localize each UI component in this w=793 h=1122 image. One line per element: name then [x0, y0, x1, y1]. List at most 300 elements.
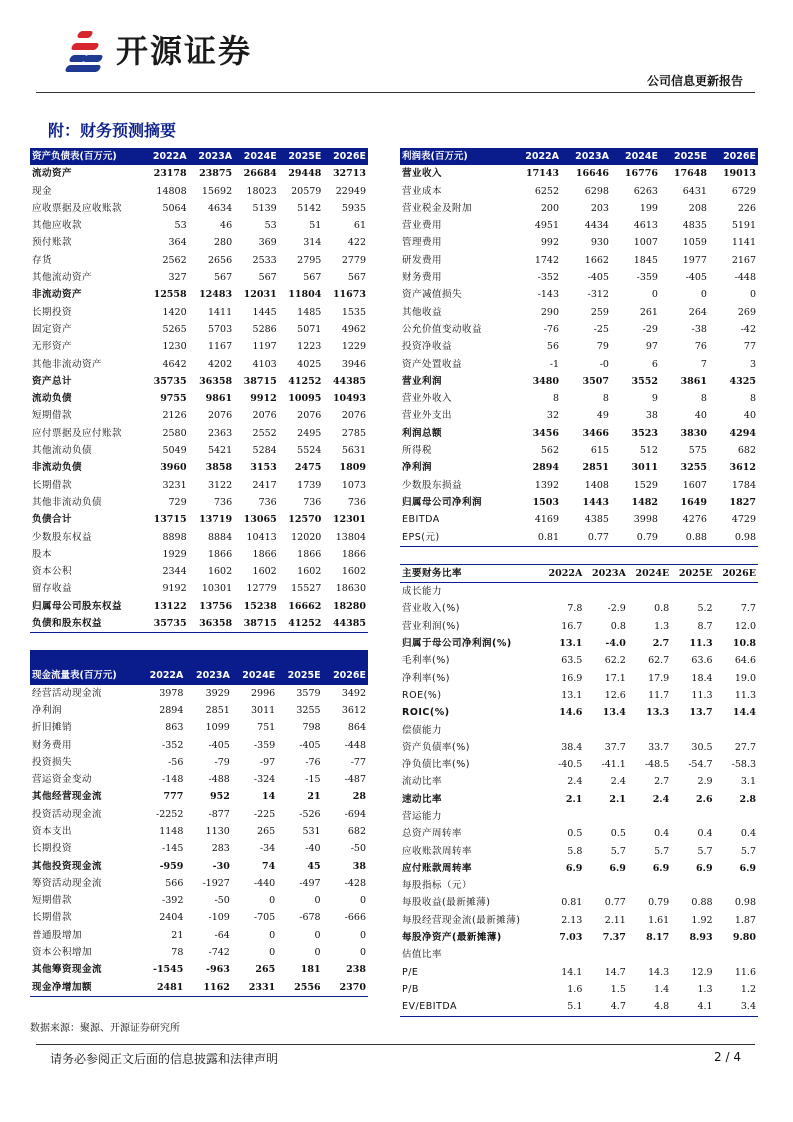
- table-cell: [541, 808, 585, 825]
- table-cell: 46: [220, 220, 233, 232]
- table-cell: 203: [590, 202, 609, 214]
- table-cell: 0.4: [740, 828, 756, 840]
- table-cell: 63.5: [561, 655, 583, 667]
- table-cell: [715, 583, 758, 601]
- table-cell: 1607: [682, 479, 707, 491]
- table-cell: 17.1: [604, 672, 626, 684]
- table-cell: 13715: [153, 514, 187, 526]
- table-cell: 2.7: [652, 638, 670, 650]
- row-label: 营业税金及附加: [402, 202, 473, 214]
- table-row: [30, 892, 368, 909]
- table-cell: 3255: [680, 462, 707, 474]
- table-cell: 2126: [162, 410, 187, 422]
- table-cell: -487: [344, 774, 366, 786]
- table-row: [30, 598, 368, 615]
- table-cell: 0.81: [561, 897, 583, 909]
- table-cell: 264: [688, 306, 707, 318]
- table-cell: 6252: [534, 185, 560, 197]
- table-cell: 5284: [252, 445, 277, 457]
- table-cell: -497: [299, 877, 321, 889]
- table-cell: 1392: [534, 479, 560, 491]
- table-cell: -40: [305, 843, 321, 855]
- table-cell: 10493: [332, 393, 366, 405]
- table-cell: -405: [685, 272, 707, 284]
- table-cell: 3612: [729, 462, 756, 474]
- row-label: 营业成本: [402, 185, 443, 197]
- table-cell: 77: [743, 341, 756, 353]
- table-cell: 8: [749, 393, 756, 405]
- table-cell: 9861: [205, 393, 233, 405]
- table-cell: 13065: [243, 514, 277, 526]
- table-cell: 7.7: [740, 603, 756, 615]
- table-row: [400, 964, 758, 981]
- table-cell: 2481: [156, 981, 184, 993]
- table-row: [30, 909, 368, 926]
- table-cell: 17143: [525, 168, 560, 180]
- table-cell: 14808: [156, 185, 187, 197]
- table-cell: 14: [261, 791, 276, 803]
- table-cell: 0: [314, 929, 321, 941]
- table-cell: -312: [587, 289, 609, 301]
- table-cell: 1059: [682, 237, 707, 249]
- table-row: [30, 442, 368, 459]
- row-label: 营运能力: [402, 810, 443, 822]
- table-cell: 3231: [162, 479, 187, 491]
- table-row: [400, 477, 758, 494]
- table-cell: 15238: [243, 600, 277, 612]
- table-cell: 14.3: [648, 966, 670, 978]
- table-row: [30, 563, 368, 580]
- table-cell: 3523: [631, 427, 658, 439]
- table-cell: 16646: [575, 168, 609, 180]
- table-cell: 30.5: [691, 741, 713, 753]
- table-cell: 3960: [160, 462, 187, 474]
- table-cell: 5142: [297, 202, 322, 214]
- row-label: 长期借款: [32, 479, 73, 491]
- table-cell: 1827: [729, 496, 756, 508]
- row-label: 留存收益: [32, 583, 73, 595]
- table-cell: [715, 722, 758, 739]
- table-cell: 5.7: [740, 845, 756, 857]
- row-label: 资本支出: [32, 825, 73, 837]
- table-row: [400, 338, 758, 355]
- row-label: 资产减值损失: [402, 289, 463, 301]
- table-title: 现金流量表(百万元): [30, 667, 139, 684]
- table-cell: 13.1: [559, 638, 583, 650]
- table-cell: 0.8: [654, 603, 670, 615]
- table-cell: -877: [208, 808, 230, 820]
- table-cell: 5049: [162, 445, 187, 457]
- table-cell: 12.0: [734, 620, 756, 632]
- table-cell: 3011: [251, 704, 276, 716]
- table-cell: 2.11: [604, 914, 626, 926]
- table-row: [400, 390, 758, 407]
- table-cell: 6.9: [696, 862, 713, 874]
- row-label: 筹资活动现金流: [32, 877, 103, 889]
- table-cell: 0.98: [734, 897, 756, 909]
- table-row: [400, 670, 758, 687]
- table-cell: 3861: [680, 375, 707, 387]
- table-cell: 1482: [631, 496, 658, 508]
- column-header: 2024E: [628, 564, 671, 582]
- table-cell: [671, 808, 714, 825]
- table-row: [400, 722, 758, 739]
- table-cell: 1649: [680, 496, 707, 508]
- table-cell: [628, 946, 671, 963]
- table-cell: 0.5: [567, 828, 583, 840]
- table-separator-band: [30, 650, 368, 667]
- row-label: 其他流动负债: [32, 445, 93, 457]
- table-cell: 2779: [341, 254, 366, 266]
- table-cell: 200: [540, 202, 560, 214]
- table-cell: 0.8: [610, 620, 626, 632]
- table-cell: -352: [162, 739, 184, 751]
- table-cell: 4835: [682, 220, 707, 232]
- table-cell: 2076: [297, 410, 322, 422]
- row-label: 负债合计: [32, 514, 73, 526]
- table-cell: 5286: [252, 323, 277, 335]
- table-cell: 2.4: [610, 776, 626, 788]
- table-cell: 2894: [532, 462, 560, 474]
- table-cell: 3153: [250, 462, 277, 474]
- column-header: 2023A: [189, 148, 234, 165]
- table-cell: 777: [163, 791, 184, 803]
- table-row: [30, 944, 368, 961]
- table-cell: 1.6: [567, 983, 583, 995]
- table-cell: 3929: [205, 687, 230, 699]
- table-cell: 1535: [341, 306, 366, 318]
- table-cell: -64: [214, 929, 230, 941]
- table-cell: 15692: [201, 185, 233, 197]
- table-cell: 18280: [332, 600, 366, 612]
- table-row: [400, 912, 758, 929]
- table-cell: 0.5: [610, 828, 626, 840]
- table-cell: -40.5: [557, 759, 583, 771]
- table-row: [30, 407, 368, 424]
- row-label: 营业收入: [402, 168, 443, 180]
- table-cell: 5421: [207, 445, 233, 457]
- table-cell: 2344: [162, 566, 187, 578]
- table-cell: 8884: [207, 531, 233, 543]
- table-cell: 9912: [250, 393, 277, 405]
- table-cell: 0: [314, 895, 321, 907]
- row-label: 资产负债率(%): [402, 741, 470, 753]
- table-cell: 4385: [584, 514, 609, 526]
- table-cell: 864: [347, 722, 366, 734]
- table-cell: [715, 946, 758, 963]
- table-cell: 0: [749, 289, 756, 301]
- row-label: 资本公积: [32, 566, 73, 578]
- table-cell: 5.2: [697, 603, 713, 615]
- row-label: 其他投资现金流: [32, 860, 103, 872]
- table-row: [400, 252, 758, 269]
- table-cell: -392: [162, 895, 184, 907]
- row-label: 研发费用: [402, 254, 443, 266]
- table-cell: 9: [651, 393, 658, 405]
- table-cell: 11.3: [689, 638, 713, 650]
- table-cell: 2533: [252, 254, 277, 266]
- table-cell: 5139: [252, 202, 277, 214]
- table-cell: 226: [737, 202, 756, 214]
- table-cell: 6.9: [565, 862, 583, 874]
- row-label: 少数股东损益: [402, 479, 463, 491]
- row-label: 营业利润: [402, 375, 443, 387]
- table-row: [400, 165, 758, 182]
- row-label: 营业费用: [402, 220, 443, 232]
- column-header: 2025E: [660, 148, 709, 165]
- table-cell: 16776: [624, 168, 658, 180]
- row-label: 预付账款: [32, 237, 73, 249]
- table-cell: 12.6: [604, 689, 626, 701]
- table-cell: 2167: [731, 254, 756, 266]
- table-cell: 566: [165, 877, 184, 889]
- row-label: 净利润: [32, 704, 63, 716]
- table-cell: 3122: [207, 479, 233, 491]
- row-label: 归属母公司净利润: [402, 496, 483, 508]
- table-cell: 729: [168, 496, 187, 508]
- table-cell: -48.5: [644, 759, 670, 771]
- table-row: [400, 894, 758, 911]
- table-cell: -359: [636, 272, 658, 284]
- table-cell: -488: [208, 774, 230, 786]
- table-row: [30, 390, 368, 407]
- table-row: [30, 200, 368, 217]
- row-label: 速动比率: [402, 793, 443, 805]
- table-cell: 7.03: [559, 932, 583, 944]
- table-cell: -694: [344, 808, 366, 820]
- table-cell: 992: [540, 237, 560, 249]
- table-cell: 1408: [584, 479, 609, 491]
- table-cell: 2417: [252, 479, 277, 491]
- table-cell: 56: [546, 341, 560, 353]
- table-cell: -41.1: [601, 759, 626, 771]
- table-cell: 8: [552, 393, 560, 405]
- table-cell: 4642: [162, 358, 187, 370]
- table-cell: 28: [352, 791, 366, 803]
- table-cell: 1866: [341, 548, 366, 560]
- table-row: [30, 927, 368, 944]
- table-cell: 5064: [162, 202, 187, 214]
- footer-divider: [36, 1044, 755, 1045]
- row-label: 投资活动现金流: [32, 808, 103, 820]
- table-row: [400, 183, 758, 200]
- table-row: [30, 183, 368, 200]
- table-row: [400, 860, 758, 877]
- row-label: 长期借款: [32, 912, 73, 924]
- row-label: 流动资产: [32, 168, 73, 180]
- table-cell: 3998: [633, 514, 658, 526]
- table-cell: 2.7: [654, 776, 670, 788]
- table-cell: 8: [602, 393, 609, 405]
- table-cell: [671, 583, 714, 601]
- table-cell: -352: [537, 272, 560, 284]
- table-cell: 290: [540, 306, 560, 318]
- table-cell: 13122: [153, 600, 187, 612]
- table-cell: 567: [347, 272, 366, 284]
- table-cell: 2851: [582, 462, 609, 474]
- table-cell: 36358: [199, 375, 233, 387]
- table-row: [400, 877, 758, 894]
- row-label: 毛利率(%): [402, 655, 450, 667]
- table-cell: 12.9: [691, 966, 713, 978]
- row-label: 非流动负债: [32, 462, 83, 474]
- table-cell: 2.13: [561, 914, 583, 926]
- table-cell: 5.7: [697, 845, 713, 857]
- column-header: 2026E: [323, 667, 368, 684]
- row-label: 短期借款: [32, 895, 73, 907]
- table-cell: 23178: [153, 168, 187, 180]
- table-cell: 280: [213, 237, 233, 249]
- table-title: 资产负债表(百万元): [30, 148, 143, 165]
- table-row: [400, 825, 758, 842]
- table-cell: 3612: [341, 704, 366, 716]
- table-cell: -42: [740, 323, 756, 335]
- table-cell: 7.8: [567, 603, 583, 615]
- table-title: 利润表(百万元): [400, 148, 511, 165]
- table-cell: 2580: [162, 427, 187, 439]
- table-row: [400, 687, 758, 704]
- table-cell: 5.1: [567, 1001, 583, 1013]
- row-label: 普通股增加: [32, 929, 83, 941]
- table-row: [400, 217, 758, 234]
- row-label: 营业外收入: [402, 393, 453, 405]
- table-cell: 51: [309, 220, 322, 232]
- table-cell: 49: [596, 410, 609, 422]
- table-cell: 1742: [534, 254, 560, 266]
- row-label: 净负债比率(%): [402, 759, 470, 771]
- row-label: 长期投资: [32, 306, 73, 318]
- table-cell: 12020: [291, 531, 322, 543]
- table-cell: 8.7: [697, 620, 713, 632]
- table-row: [30, 823, 368, 840]
- table-cell: -58.3: [731, 759, 756, 771]
- table-cell: 4.8: [654, 1001, 670, 1013]
- table-cell: 199: [639, 202, 658, 214]
- table-cell: 12031: [243, 289, 277, 301]
- table-cell: 2.8: [739, 793, 756, 805]
- table-cell: 11.6: [734, 966, 756, 978]
- table-cell: 1.2: [740, 983, 756, 995]
- table-row: [400, 946, 758, 963]
- table-cell: [541, 877, 585, 894]
- column-header: 2024E: [232, 667, 277, 684]
- table-cell: 4634: [207, 202, 233, 214]
- table-row: [400, 200, 758, 217]
- table-cell: [541, 722, 585, 739]
- table-cell: 1845: [633, 254, 658, 266]
- table-cell: 11673: [332, 289, 366, 301]
- table-cell: -678: [299, 912, 321, 924]
- table-cell: 3507: [582, 375, 609, 387]
- table-cell: 21: [171, 929, 184, 941]
- table-row: [30, 788, 368, 805]
- table-header-row: [30, 148, 368, 165]
- table-cell: 8.93: [689, 932, 713, 944]
- table-row: [400, 286, 758, 303]
- row-label: 财务费用: [402, 272, 443, 284]
- table-cell: 44385: [332, 618, 366, 630]
- table-cell: 2076: [252, 410, 277, 422]
- table-cell: 10413: [246, 531, 277, 543]
- table-cell: 14.4: [732, 707, 756, 719]
- row-label: 营业利润(%): [402, 620, 460, 632]
- table-cell: 4103: [252, 358, 277, 370]
- table-cell: 3978: [159, 687, 184, 699]
- table-cell: 61: [353, 220, 366, 232]
- table-cell: 1229: [341, 341, 366, 353]
- table-row: [30, 702, 368, 719]
- table-cell: [671, 946, 714, 963]
- table-row: [400, 618, 758, 635]
- table-cell: 44385: [332, 375, 366, 387]
- table-cell: 1167: [207, 341, 233, 353]
- table-cell: 1602: [341, 566, 366, 578]
- table-cell: 562: [540, 445, 560, 457]
- row-label: 其他收益: [402, 306, 443, 318]
- table-cell: 9.80: [732, 932, 756, 944]
- column-header: 2023A: [584, 564, 628, 582]
- table-cell: 2996: [251, 687, 276, 699]
- row-label: 应付账款周转率: [402, 862, 473, 874]
- table-cell: [541, 583, 585, 601]
- table-row: [400, 998, 758, 1016]
- table-cell: 38.4: [561, 741, 583, 753]
- table-cell: 3466: [582, 427, 609, 439]
- row-label: 应付票据及应付账款: [32, 427, 123, 439]
- table-cell: 0.98: [734, 531, 756, 543]
- table-row: [30, 771, 368, 788]
- column-header: 2022A: [541, 564, 585, 582]
- table-cell: 4025: [297, 358, 322, 370]
- table-cell: [628, 722, 671, 739]
- table-row: [400, 791, 758, 808]
- table-cell: 5631: [341, 445, 366, 457]
- report-type: 公司信息更新报告: [646, 74, 743, 88]
- row-label: 长期投资: [32, 843, 73, 855]
- table-cell: 13.3: [646, 707, 670, 719]
- table-cell: 18.4: [691, 672, 713, 684]
- table-cell: 0: [700, 289, 707, 301]
- table-cell: 265: [255, 964, 276, 976]
- column-header: 2023A: [185, 667, 231, 684]
- table-cell: 1141: [731, 237, 756, 249]
- table-cell: 0.4: [697, 828, 713, 840]
- table-row: [400, 756, 758, 773]
- row-label: 资本公积增加: [32, 947, 93, 959]
- table-cell: 0: [269, 929, 276, 941]
- table-cell: 14.1: [561, 966, 583, 978]
- table-row: [400, 843, 758, 860]
- table-cell: -963: [206, 964, 230, 976]
- table-row: [30, 459, 368, 476]
- table-cell: 3255: [296, 704, 321, 716]
- row-label: 负债和股东权益: [32, 618, 103, 630]
- balance-sheet-table: [30, 148, 368, 633]
- table-cell: 736: [347, 496, 366, 508]
- table-cell: 364: [168, 237, 187, 249]
- row-label: 偿债能力: [402, 724, 443, 736]
- table-row: [400, 373, 758, 390]
- row-label: 应收账款周转率: [402, 845, 473, 857]
- table-cell: 1.4: [654, 983, 670, 995]
- table-cell: 8898: [162, 531, 187, 543]
- table-cell: 4294: [729, 427, 756, 439]
- table-cell: 1420: [162, 306, 187, 318]
- page-number: 2 / 4: [714, 1050, 741, 1064]
- table-row: [30, 529, 368, 546]
- cash-flow-table: [30, 667, 368, 997]
- table-cell: 2076: [207, 410, 233, 422]
